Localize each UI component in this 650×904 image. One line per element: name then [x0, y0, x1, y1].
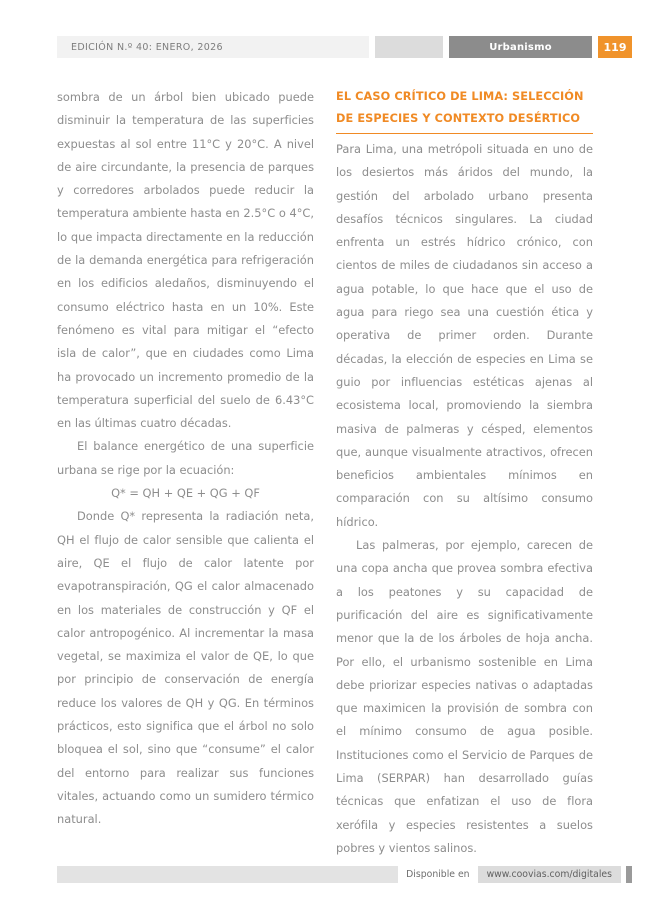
- page-content: [57, 86, 593, 855]
- paragraph: Para Lima, una metrópoli situada en uno de los desiertos más áridos del mundo, la gestión del arbolado urbano presenta desafíos técnicos singulares. La ciudad enfrenta un estrés hídrico crónico, con cientos de miles de ciudadanos sin acceso a agua potable, lo que hace que el uso de agua para riego sea una cuestión ética y operativa de primer orden. Durante décadas, la elección de especies en Lima se guio por influencias estéticas ajenas al ecosistema local, promoviendo la siembra masiva de palmeras y césped, elementos que, aunque visualmente atractivos, ofrecen beneficios ambientales mínimos en comparación con su altísimo consumo hídrico.: [336, 142, 593, 529]
- section-badge: Urbanismo: [449, 36, 592, 58]
- header-spacer-block: [375, 36, 443, 58]
- page-number-badge: 119: [598, 36, 632, 58]
- right-column: [336, 86, 593, 855]
- paragraph: Las palmeras, por ejemplo, carecen de una copa ancha que provea sombra efectiva a los peatones y su capacidad de purificación del aire es significativamente menor que la de los árboles de hoja ancha. Por ello, el urbanismo sostenible en Lima debe priorizar especies nativas o adaptadas que maximicen la provisión de sombra con el mínimo consumo de agua posible. Instituciones como el Servicio de Parques de Lima (SERPAR) han desarrollado guías técnicas que enfatizan el uso de flora xerófila y especies resistentes a suelos pobres y vientos salinos.: [336, 538, 593, 855]
- energy-balance-equation: Q* = QH + QE + QG + QF: [111, 486, 260, 501]
- paragraph: Donde Q* representa la radiación neta, QH el flujo de calor sensible que calienta el aire, QE el flujo de calor latente por evapotranspiración, QG el calor almacenado en los materiales de construcción y QF el calor antropogénico. Al incrementar la masa vegetal, se maximiza el valor de QE, lo que por principio de conservación de energía reduce los valores de QH y QG. En términos prácticos, esto significa que el árbol no solo bloquea el sol, sino que “consume” el calor del entorno para realizar sus funciones vitales, actuando como un sumidero térmico natural.: [57, 509, 314, 827]
- footer-availability-label: Disponible en: [398, 866, 477, 883]
- left-column: [57, 86, 314, 846]
- footer-rule: [57, 866, 398, 883]
- footer-endcap-block: [626, 866, 632, 883]
- paragraph: El balance energético de una superficie urbana se rige por la ecuación:: [57, 439, 314, 477]
- paragraph: sombra de un árbol bien ubicado puede disminuir la temperatura de las superficies expuestas al sol entre 11°C y 20°C. A nivel de aire circundante, la presencia de parques y corredores arbolados puede reducir la temperatura ambiente hasta en 2.5°C o 4°C, lo que impacta directamente en la reducción de la demanda energética para refrigeración en los edificios aledaños, disminuyendo el consumo eléctrico hasta en un 10%. Este fenómeno es vital para mitigar el “efecto isla de calor”, que en ciudades como Lima ha provocado un incremento promedio de la temperatura superficial del suelo de 6.43°C en las últimas cuatro décadas.: [57, 90, 314, 431]
- page-footer: [57, 866, 632, 883]
- page-header: [57, 36, 632, 58]
- footer-url-link[interactable]: www.coovias.com/digitales: [478, 866, 621, 883]
- edition-label: EDICIÓN N.º 40: ENERO, 2026: [57, 36, 369, 58]
- section-heading: EL CASO CRÍTICO DE LIMA: SELECCIÓN DE ESPECIES Y CONTEXTO DESÉRTICO: [336, 86, 593, 134]
